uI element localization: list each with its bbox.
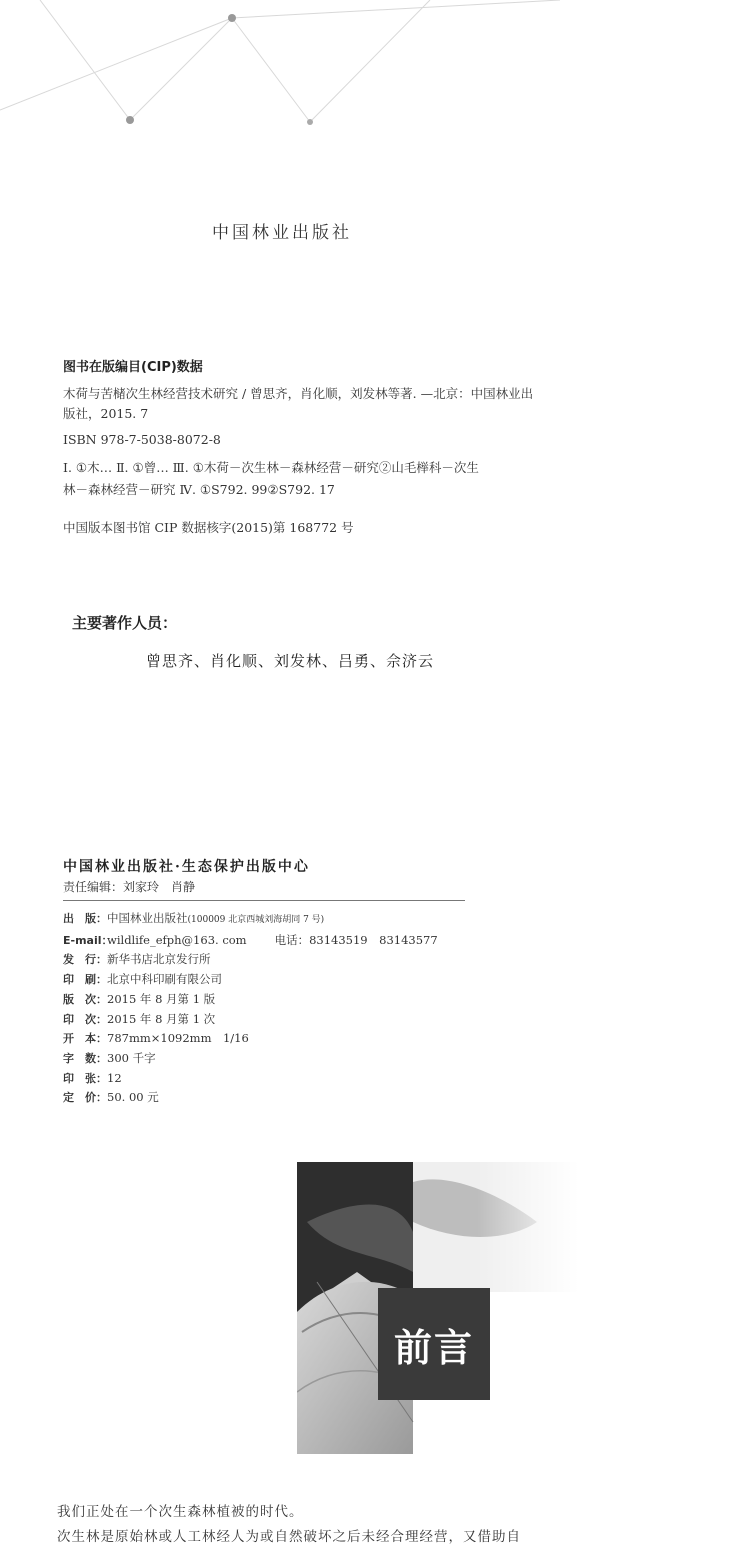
publisher-logo-text: 中国林业出版社: [212, 223, 352, 243]
print-row: [63, 1010, 438, 1030]
network-node: [126, 116, 134, 124]
authors-names: 曾思齐、肖化顺、刘发林、吕勇、佘济云: [146, 652, 435, 670]
printer-value: 北京中科印刷有限公司: [107, 972, 222, 987]
edition-label: 版 次：: [63, 992, 107, 1006]
edition-row: [63, 990, 438, 1010]
sheets-value: 12: [107, 1070, 122, 1085]
distributor-row: [63, 950, 438, 970]
cip-title-line: 版社，2015. 7: [63, 406, 149, 421]
sheets-label: 印 张：: [63, 1071, 107, 1085]
price-label: 定 价：: [63, 1091, 107, 1105]
cip-title-line: 木荷与苦槠次生林经营技术研究 / 曾思齐，肖化顺，刘发林等著. —北京：中国林业出: [63, 386, 534, 401]
editor-line: 责任编辑：刘家玲 肖静: [63, 880, 196, 894]
email-label: E-mail：: [63, 933, 113, 947]
publishing-info: [63, 909, 438, 1108]
print-label: 印 次：: [63, 1012, 107, 1026]
email-value: wildlife_efph@163. com: [107, 932, 247, 947]
printer-row: [63, 970, 438, 990]
words-value: 300 千字: [107, 1050, 156, 1065]
cip-catalog-number: 中国版本图书馆 CIP 数据核字(2015)第 168772 号: [63, 520, 354, 535]
print-value: 2015 年 8 月第 1 次: [107, 1011, 216, 1026]
format-row: [63, 1029, 438, 1049]
phone-values: 83143519 83143577: [309, 932, 438, 947]
preface-paragraph-line: 我们正处在一个次生森林植被的时代。: [57, 1504, 304, 1520]
divider: [63, 900, 465, 901]
edition-value: 2015 年 8 月第 1 版: [107, 991, 216, 1006]
printer-label: 印 刷：: [63, 973, 107, 987]
publisher-value: 中国林业出版社: [107, 911, 188, 925]
cip-subject-line: Ⅰ. ①木… Ⅱ. ①曾… Ⅲ. ①木荷－次生林－森林经营－研究②山毛榉科－次生: [63, 460, 479, 475]
email-row: [63, 931, 438, 951]
decorative-network-graphic: [0, 0, 750, 150]
distributor-value: 新华书店北京发行所: [107, 952, 211, 967]
format-label: 开 本：: [63, 1032, 107, 1046]
publisher-row: [63, 909, 438, 931]
network-node: [307, 119, 313, 125]
price-value: 50. 00 元: [107, 1090, 159, 1105]
publisher-address: (100009 北京西城刘海胡同 7 号): [187, 915, 325, 925]
cip-subject-line: 林－森林经营－研究 Ⅳ. ①S792. 99②S792. 17: [63, 482, 335, 497]
cip-heading: 图书在版编目(CIP)数据: [63, 360, 203, 375]
price-row: [63, 1088, 438, 1108]
preface-title: 前言: [378, 1288, 490, 1400]
distributor-label: 发 行：: [63, 953, 107, 967]
preface-paragraph-line: 次生林是原始林或人工林经人为或自然破坏之后未经合理经营，又借助自: [57, 1529, 521, 1545]
publisher-label: 出 版：: [63, 912, 107, 925]
sheets-row: [63, 1069, 438, 1089]
cip-isbn: ISBN 978-7-5038-8072-8: [63, 432, 221, 447]
authors-heading: 主要著作人员：: [72, 614, 178, 632]
imprint-center: 中国林业出版社·生态保护出版中心: [63, 859, 310, 875]
phone-label: 电话：: [274, 932, 310, 947]
words-row: [63, 1049, 438, 1069]
network-node: [228, 14, 236, 22]
words-label: 字 数：: [63, 1051, 107, 1065]
format-value: 787mm×1092mm 1/16: [107, 1031, 249, 1046]
